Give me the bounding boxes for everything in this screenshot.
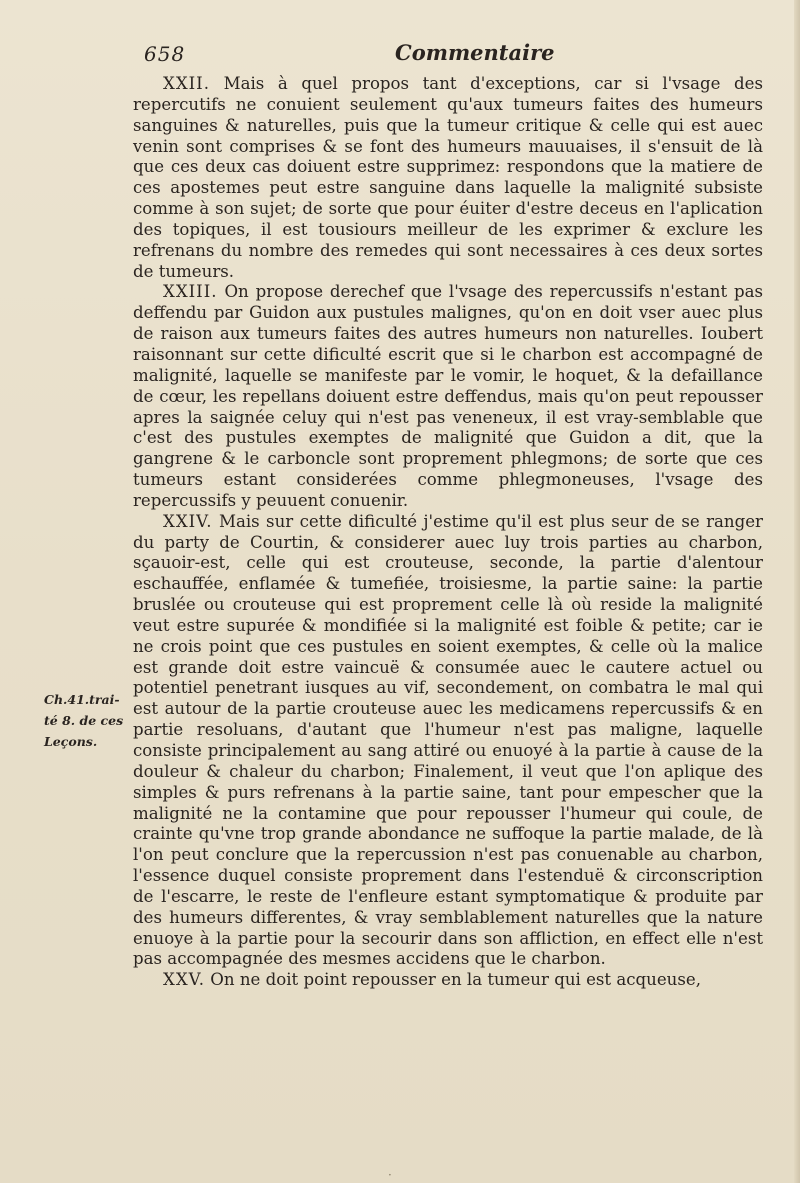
paragraph-xxii: [133, 74, 763, 282]
running-title: Commentaire: [395, 40, 555, 65]
paragraph-text: Mais à quel propos tant d'exceptions, car si l'vsage des repercutifs ne conuient seulement qu'aux tumeurs faites des humeurs sanguines & naturelles, puis que la tumeur critique & celle qui est auec venin sont comprises & se font des humeurs mauuaises, il s'ensuit de là que ces deux cas doiuent estre supprimez: respondons que la matiere de ces apostemes peut estre sanguine dans laquelle la malignité subsiste comme à son sujet; de sorte que pour éuiter d'estre deceus en l'aplication des topiques, il est tousiours meilleur de les exprimer & exclure les refrenans du nombre des remedes qui sont necessaires à ces deux sortes de tumeurs.: [133, 74, 763, 281]
section-number: XXII.: [163, 74, 211, 93]
footer-mark: ·: [388, 1168, 392, 1182]
margin-note-line: té 8. de ces: [44, 712, 124, 728]
page-edge: [794, 0, 800, 1183]
paragraph-xxv: [133, 970, 763, 991]
page-header: [140, 38, 760, 70]
paragraph-text: On propose derechef que l'vsage des repercussifs n'estant pas deffendu par Guidon aux pustules malignes, qu'on en doit vser auec plus de raison aux tumeurs faites des autres humeurs non naturelles. Ioubert raisonnant sur cette dificulté escrit que si le charbon est accompagné de malignité, laquelle se manifeste par le vomir, le hoquet, & la defaillance de cœur, les repellans doiuent estre deffendus, mais qu'on peut repousser apres la saignée celuy qui n'est pas veneneux, il est vray-semblable que c'est des pustules exemptes de malignité que Guidon a dit, que la gangrene & le carboncle sont proprement phlegmons; de sorte que ces tumeurs estant considerées comme phlegmoneuses, l'vsage des repercussifs y peuuent conuenir.: [133, 282, 763, 510]
section-number: XXIV.: [163, 511, 213, 531]
section-number: XXV.: [163, 970, 205, 990]
section-number: XXIII.: [163, 282, 218, 302]
paragraph-xxiii: [133, 282, 763, 511]
margin-note-line: Ch.41.trai-: [44, 692, 120, 707]
paragraph-text: Mais sur cette dificulté j'estime qu'il est plus seur de se ranger du party de Courtin, & considerer auec luy trois parties au charbon, sçauoir-est, celle qui est crouteuse, seconde, la partie d'alentour eschauffée, enflamée & tumefiée, troisiesme, la partie saine: la partie bruslée ou crouteuse qui est proprement celle là où reside la malignité veut estre supurée & mondifiée si la malignité est foible & petite; car ie ne crois point que ces pustules en soient exemptes, & celle où la malice est grande doit estre vaincuë & consumée auec le cautere actuel ou potentiel penetrant iusques au vif, secondement, on combatra le mal qui est autour de la partie crouteuse auec les medicamens repercussifs & en partie resoluans, d'autant que l'humeur n'est pas maligne, laquelle consiste principalement au sang attiré ou enuoyé à la partie à cause de la douleur & chaleur du charbon; Finalement, il veut que l'on aplique des simples & purs refrenans à la partie saine, tant pour empescher que la malignité ne la contamine que pour repousser l'humeur qui coule, de crainte qu'vne trop grande abondance ne suffoque la partie malade, de là l'on peut conclure que la repercussion n'est pas conuenable au charbon, l'essence duquel consiste proprement dans l'estenduë & circonscription de l'escarre, le reste de l'enfleure estant symptomatique & produite par des humeurs differentes, & vray semblablement naturelles que la nature enuoye à la partie pour la secourir dans son affliction, en effect elle n'est pas accompagnée des mesmes accidens que le charbon.: [133, 511, 763, 969]
body-text: [133, 74, 763, 991]
page-number: 658: [144, 42, 186, 66]
margin-note: [44, 690, 130, 752]
margin-note-line: Leçons.: [44, 733, 98, 749]
paragraph-text: On ne doit point repousser en la tumeur qui est acqueuse,: [210, 970, 701, 990]
paragraph-xxiv: [133, 512, 763, 971]
